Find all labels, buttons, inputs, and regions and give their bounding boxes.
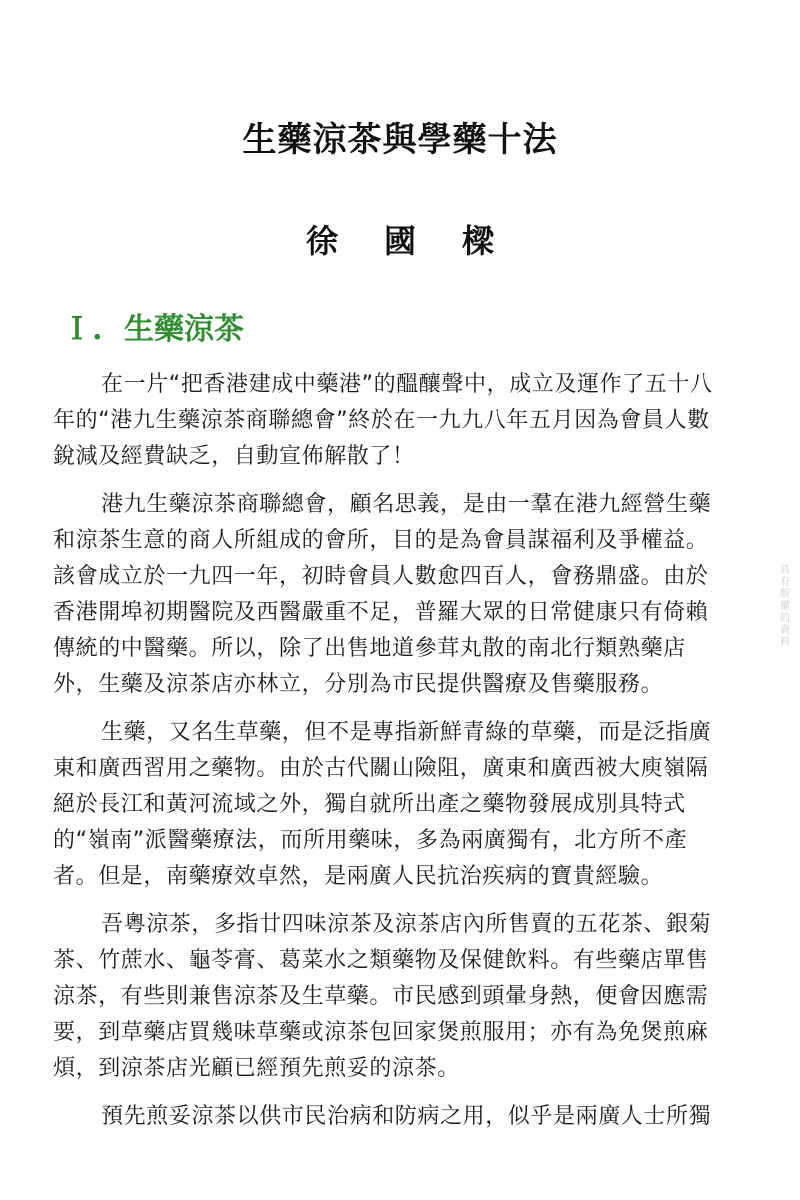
text-line: 者。但是，南藥療效卓然，是兩廣人民抗治疾病的寶貴經驗。	[53, 864, 664, 889]
text-line: 東和廣西習用之藥物。由於古代關山險阻，廣東和廣西被大庾嶺隔	[53, 756, 709, 781]
text-line: 和涼茶生意的商人所組成的會所，目的是為會員謀福利及爭權益。	[53, 528, 709, 553]
text-line: 外，生藥及涼茶店亦林立，分別為市民提供醫療及售藥服務。	[53, 672, 664, 697]
author-char: 樑	[462, 222, 495, 260]
section-heading	[62, 309, 244, 351]
document-title: 生藥涼茶與學藥十法	[242, 120, 558, 160]
text-line: 絕於長江和黃河流域之外，獨自就所出產之藥物發展成別具特式	[53, 792, 686, 817]
text-line: 香港開埠初期醫院及西醫嚴重不足，普羅大眾的日常健康只有倚賴	[53, 600, 709, 625]
text-line: 煩，到涼茶店光顧已經預先煎妥的涼茶。	[53, 1056, 460, 1081]
text-line: 銳減及經費缺乏，自動宣佈解散了！	[53, 444, 415, 469]
text-line: 在一片“把香港建成中藥港”的醞釀聲中，成立及運作了五十八	[101, 372, 713, 397]
author-char: 徐	[305, 222, 338, 260]
text-line: 茶、竹蔗水、龜苓膏、葛菜水之類藥物及保健飲料。有些藥店單售	[53, 948, 709, 973]
text-line: 吾粵涼茶，多指廿四味涼茶及涼茶店內所售賣的五花茶、銀菊	[101, 912, 712, 937]
author-name	[0, 219, 800, 263]
text-line: 涼茶，有些則兼售涼茶及生草藥。市民感到頭暈身熱，便會因應需	[53, 984, 709, 1009]
text-line: 傳統的中醫藥。所以，除了出售地道參茸丸散的南北行類熟藥店	[53, 636, 686, 661]
body-text	[53, 367, 743, 1147]
text-line: 要，到草藥店買幾味草藥或涼茶包回家煲煎服用；亦有為免煲煎麻	[53, 1020, 709, 1045]
paragraph	[53, 1099, 743, 1135]
paragraph	[53, 907, 743, 1087]
author-char: 國	[383, 222, 416, 260]
text-line: 年的“港九生藥涼茶商聯總會”終於在一九九八年五月因為會員人數	[53, 408, 710, 433]
text-line: 港九生藥涼茶商聯總會，顧名思義，是由一羣在港九經營生藥	[101, 492, 712, 517]
text-line: 預先煎妥涼茶以供市民治病和防病之用，似乎是兩廣人士所獨	[101, 1104, 712, 1129]
paragraph	[53, 715, 743, 895]
section-number: Ｉ.	[62, 312, 103, 347]
text-line: 生藥，又名生草藥，但不是專指新鮮青綠的草藥，而是泛指廣	[101, 720, 712, 745]
section-title: 生藥涼茶	[124, 312, 244, 347]
paragraph	[53, 487, 743, 703]
text-line: 的“嶺南”派醫藥療法，而所用藥味，多為兩廣獨有，北方所不產	[53, 828, 688, 853]
copyright-watermark: 具有版權的資料	[780, 565, 790, 648]
paragraph	[53, 367, 743, 475]
text-line: 該會成立於一九四一年，初時會員人數愈四百人，會務鼎盛。由於	[53, 564, 709, 589]
